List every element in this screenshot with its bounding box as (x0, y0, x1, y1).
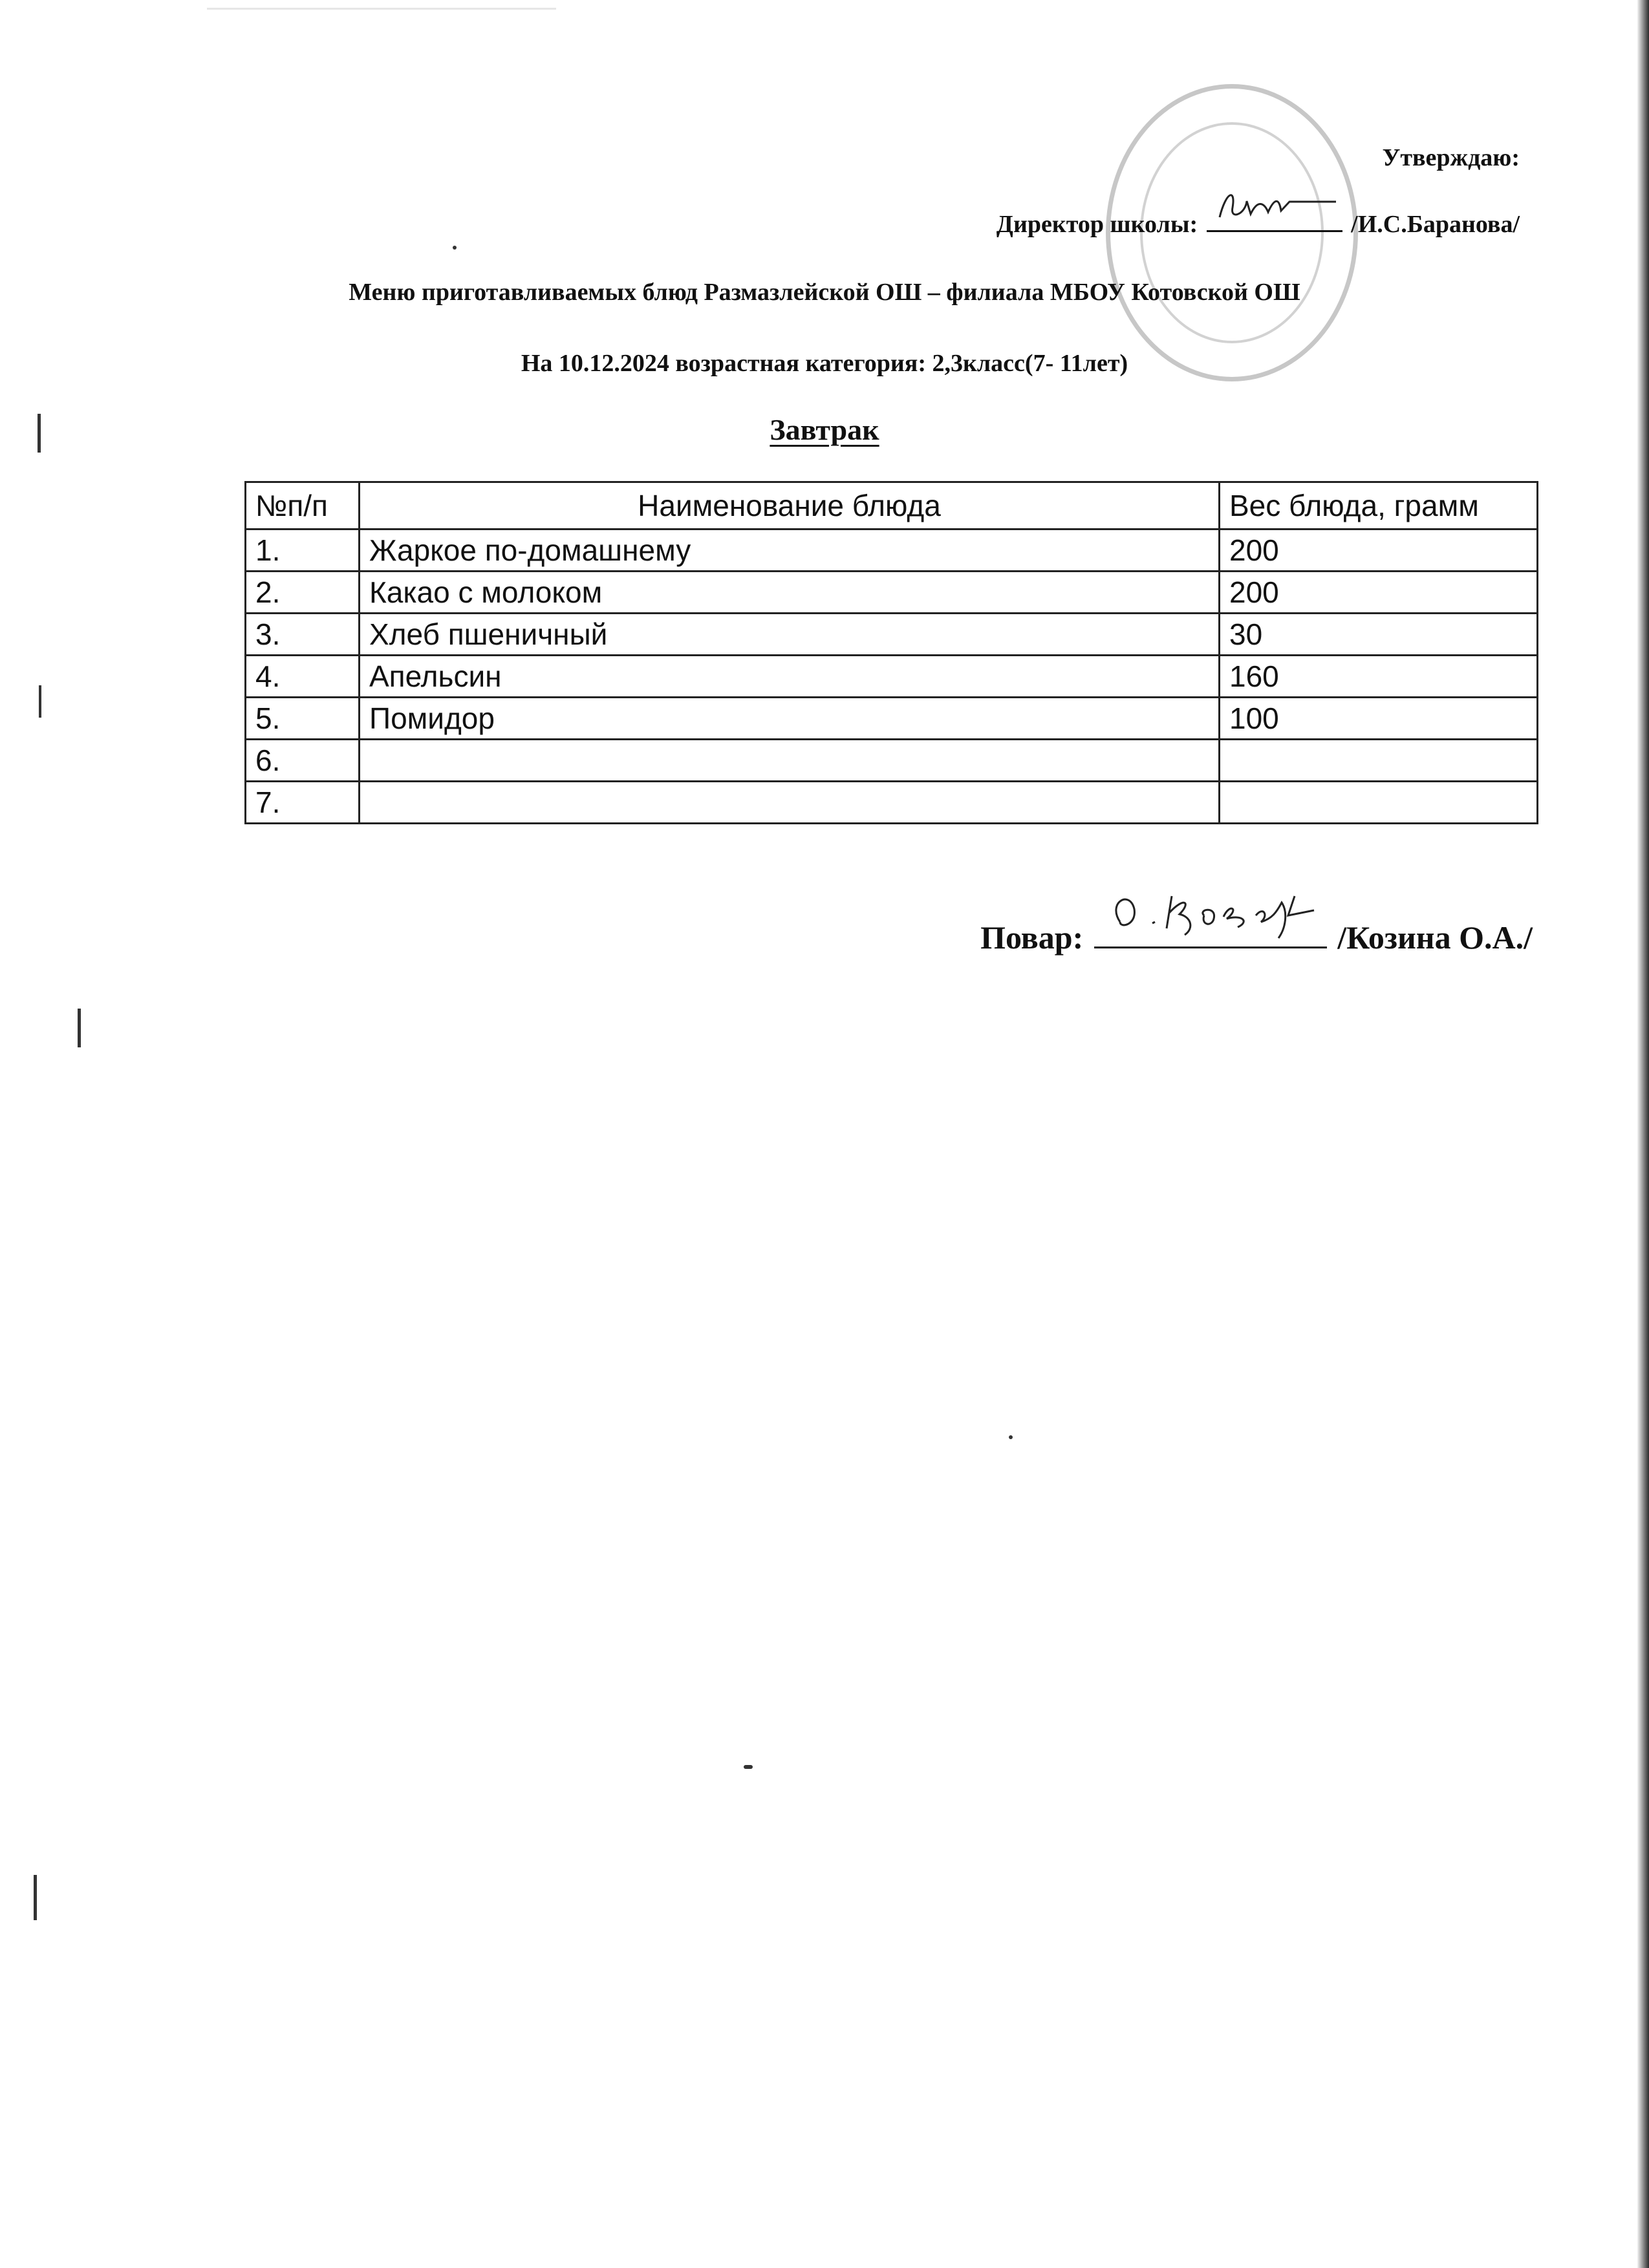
dish-weight: 200 (1220, 530, 1538, 572)
table-row (246, 656, 1538, 698)
row-number: 7. (246, 782, 360, 824)
menu-table (244, 481, 1538, 824)
scan-speck (744, 1765, 753, 1769)
dish-weight (1220, 782, 1538, 824)
scan-top-mark (207, 8, 556, 10)
cook-line (980, 918, 1533, 956)
dish-weight: 30 (1220, 614, 1538, 656)
scan-edge-shadow (1637, 0, 1649, 2268)
dish-name (360, 740, 1220, 782)
cook-signature (1094, 877, 1327, 948)
row-number: 6. (246, 740, 360, 782)
row-number: 4. (246, 656, 360, 698)
scan-speck (78, 1009, 81, 1047)
row-number: 3. (246, 614, 360, 656)
dish-name: Апельсин (360, 656, 1220, 698)
scan-speck (453, 246, 457, 250)
dish-name: Помидор (360, 698, 1220, 740)
meal-heading (0, 412, 1649, 447)
meal-heading-text: Завтрак (770, 413, 879, 446)
dish-name: Жаркое по-домашнему (360, 530, 1220, 572)
dish-weight: 200 (1220, 572, 1538, 614)
document-subtitle: На 10.12.2024 возрастная категория: 2,3класс(7- 11лет) (521, 350, 1128, 377)
approval-label: Утверждаю: (1382, 144, 1520, 171)
column-header-dish: Наименование блюда (360, 482, 1220, 530)
dish-name: Хлеб пшеничный (360, 614, 1220, 656)
scan-speck (39, 685, 41, 718)
dish-weight: 100 (1220, 698, 1538, 740)
row-number: 1. (246, 530, 360, 572)
row-number: 5. (246, 698, 360, 740)
director-name: /И.С.Баранова/ (1351, 211, 1520, 238)
cook-label: Повар: (980, 919, 1084, 956)
table-row (246, 698, 1538, 740)
director-line (997, 208, 1520, 239)
column-header-weight: Вес блюда, грамм (1220, 482, 1538, 530)
table-row (246, 740, 1538, 782)
dish-weight (1220, 740, 1538, 782)
menu-table-header-row (246, 482, 1538, 530)
scan-speck (34, 1875, 37, 1920)
table-row (246, 572, 1538, 614)
dish-name (360, 782, 1220, 824)
director-signature-line (1207, 208, 1342, 232)
director-label: Директор школы: (996, 211, 1198, 238)
scan-speck (1009, 1435, 1013, 1439)
document-title: Меню приготавливаемых блюд Размазлейской ОШ – филиала МБОУ Котовской ОШ (349, 279, 1300, 306)
table-row (246, 614, 1538, 656)
cook-signature-line (1094, 918, 1327, 948)
dish-name: Какао с молоком (360, 572, 1220, 614)
column-header-number: №п/п (246, 482, 360, 530)
dish-weight: 160 (1220, 656, 1538, 698)
director-signature (1207, 178, 1342, 230)
table-row (246, 530, 1538, 572)
table-row (246, 782, 1538, 824)
cook-name: /Козина О.А./ (1337, 919, 1533, 956)
row-number: 2. (246, 572, 360, 614)
